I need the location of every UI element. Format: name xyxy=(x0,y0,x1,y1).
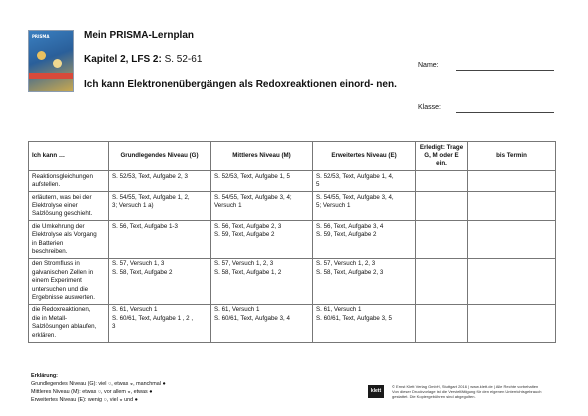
medium-level-cell: S. 57, Versuch 1, 2, 3 S. 58, Text, Aufgabe 1, 2 xyxy=(211,258,313,304)
competence-cell: Reaktionsgleichungen aufstellen. xyxy=(29,171,109,192)
medium-level-cell: S. 61, Versuch 1 S. 60/61, Text, Aufgabe 3, 4 xyxy=(211,304,313,342)
basic-level-cell: S. 54/55, Text, Aufgabe 1, 2, 3; Versuch 1 a) xyxy=(109,192,211,221)
class-label: Klasse: xyxy=(418,104,441,111)
competence-cell: die Redoxreaktionen, die in Metall- Salzlösungen ablaufen, erklären. xyxy=(29,304,109,342)
copyright-line: Von dieser Druckvorlage ist die Vervielfältigung für den eigenen Unterrichtsgebrauch xyxy=(392,389,542,394)
advanced-level-cell: S. 52/53, Text, Aufgabe 1, 4, 5 xyxy=(313,171,416,192)
learning-goal: Ich kann Elektronenübergängen als Redoxreaktionen einord- nen. xyxy=(84,79,397,90)
class-input-line[interactable] xyxy=(456,112,554,113)
column-header-advanced: Erweitertes Niveau (E) xyxy=(313,142,416,171)
done-cell[interactable] xyxy=(416,171,468,192)
done-cell[interactable] xyxy=(416,221,468,259)
publisher-logo: klett xyxy=(368,385,384,398)
done-cell[interactable] xyxy=(416,304,468,342)
learning-plan-table xyxy=(28,141,556,343)
name-field xyxy=(418,62,439,69)
due-date-cell[interactable] xyxy=(468,171,556,192)
competence-cell: den Stromfluss in galvanischen Zellen in einem Experiment untersuchen und die Ergebnisse auswerten. xyxy=(29,258,109,304)
medium-level-cell: S. 52/53, Text, Aufgabe 1, 5 xyxy=(211,171,313,192)
competence-cell: erläutern, was bei der Elektrolyse einer Salzlösung geschieht. xyxy=(29,192,109,221)
done-cell[interactable] xyxy=(416,192,468,221)
column-header-done: Erledigt: Trage G, M oder E ein. xyxy=(416,142,468,171)
due-date-cell[interactable] xyxy=(468,221,556,259)
legend-line-basic: Grundlegendes Niveau (G): viel ○, etwas ◒, manchmal ● xyxy=(31,381,166,387)
table-row xyxy=(29,171,556,192)
book-cover-brand: PRISMA xyxy=(32,34,50,39)
done-cell[interactable] xyxy=(416,258,468,304)
table-row xyxy=(29,258,556,304)
medium-level-cell: S. 54/55, Text, Aufgabe 3, 4; Versuch 1 xyxy=(211,192,313,221)
legend xyxy=(31,372,166,404)
chapter-line xyxy=(84,54,202,65)
legend-line-medium: Mittleres Niveau (M): etwas ○, vor allem ◒, etwas ● xyxy=(31,389,153,395)
page-title: Mein PRISMA-Lernplan xyxy=(84,30,195,41)
column-header-basic: Grundlegendes Niveau (G) xyxy=(109,142,211,171)
table-row xyxy=(29,221,556,259)
name-input-line[interactable] xyxy=(456,70,554,71)
table-row xyxy=(29,304,556,342)
class-field xyxy=(418,104,441,111)
column-header-can: Ich kann … xyxy=(29,142,109,171)
advanced-level-cell: S. 61, Versuch 1 S. 60/61, Text, Aufgabe 3, 5 xyxy=(313,304,416,342)
cover-decoration xyxy=(53,59,62,68)
copyright-line: © Ernst Klett Verlag GmbH, Stuttgart 2016 | www.klett.de | Alle Rechte vorbehalten xyxy=(392,384,539,389)
basic-level-cell: S. 57, Versuch 1, 3 S. 58, Text, Aufgabe 2 xyxy=(109,258,211,304)
advanced-level-cell: S. 56, Text, Aufgabe 3, 4 S. 59, Text, Aufgabe 2 xyxy=(313,221,416,259)
column-header-medium: Mittleres Niveau (M) xyxy=(211,142,313,171)
legend-title: Erklärung: xyxy=(31,373,58,379)
legend-line-advanced: Erweitertes Niveau (E): wenig ○, viel ◒ und ● xyxy=(31,397,138,403)
due-date-cell[interactable] xyxy=(468,258,556,304)
basic-level-cell: S. 52/53, Text, Aufgabe 2, 3 xyxy=(109,171,211,192)
name-label: Name: xyxy=(418,62,439,69)
advanced-level-cell: S. 57, Versuch 1, 2, 3 S. 58, Text, Aufgabe 2, 3 xyxy=(313,258,416,304)
cover-decoration xyxy=(37,51,46,60)
basic-level-cell: S. 61, Versuch 1 S. 60/61, Text, Aufgabe 1 , 2 , 3 xyxy=(109,304,211,342)
book-cover-image xyxy=(28,30,74,92)
column-header-due: bis Termin xyxy=(468,142,556,171)
copyright-notice xyxy=(392,384,562,399)
table-header-row xyxy=(29,142,556,171)
copyright-line: gestattet. Die Kopiergebühren sind abgegolten. xyxy=(392,394,476,399)
basic-level-cell: S. 56, Text, Aufgabe 1-3 xyxy=(109,221,211,259)
chapter-label: Kapitel 2, LFS 2: xyxy=(84,54,162,65)
due-date-cell[interactable] xyxy=(468,192,556,221)
medium-level-cell: S. 56, Text, Aufgabe 2, 3 S. 59, Text, Aufgabe 2 xyxy=(211,221,313,259)
advanced-level-cell: S. 54/55, Text, Aufgabe 3, 4, 5; Versuch 1 xyxy=(313,192,416,221)
cover-decoration xyxy=(29,73,73,79)
due-date-cell[interactable] xyxy=(468,304,556,342)
table-row xyxy=(29,192,556,221)
chapter-pages: S. 52-61 xyxy=(161,54,203,65)
competence-cell: die Umkehrung der Elektrolyse als Vorgang in Batterien beschreiben. xyxy=(29,221,109,259)
